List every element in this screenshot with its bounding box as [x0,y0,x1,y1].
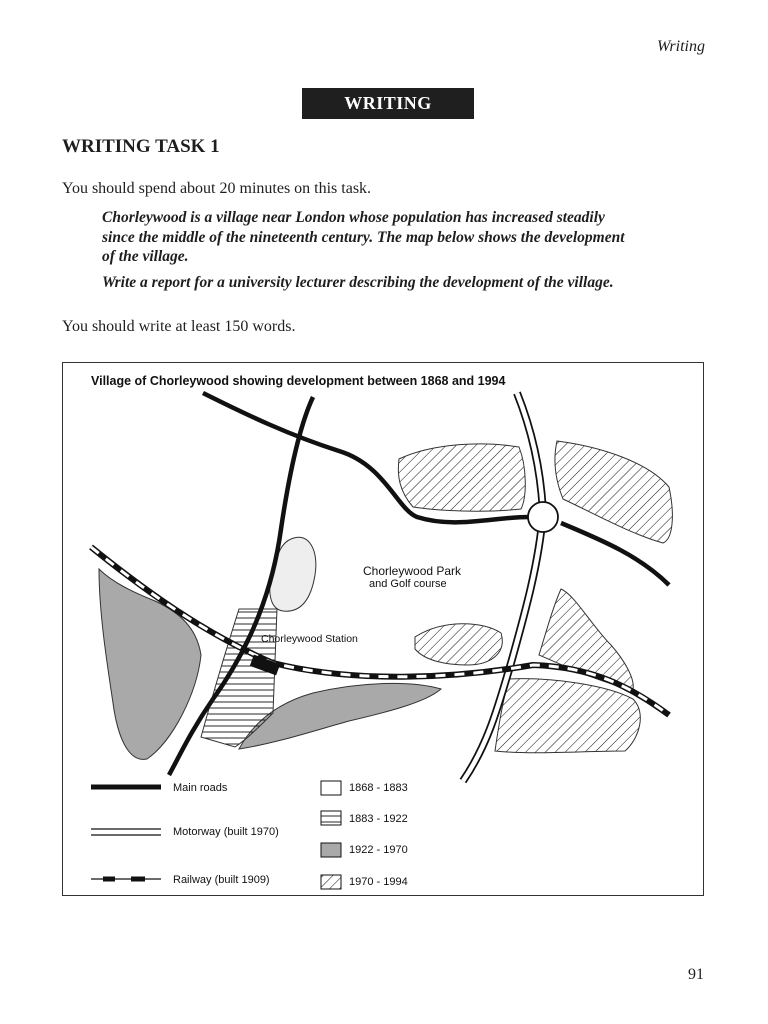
legend-period-3-swatch [321,843,341,857]
area-1970-1994-ne [398,444,525,511]
legend-period-4-label: 1970 - 1994 [349,876,408,888]
park-label-line-1: Chorleywood Park [363,564,462,578]
section-banner: WRITING [302,88,474,119]
village-map-figure [62,362,704,896]
station-label: Chorleywood Station [261,633,358,645]
time-instruction: You should spend about 20 minutes on this task. [62,180,372,197]
legend-period-3-label: 1922 - 1970 [349,844,408,856]
legend-main-roads-label: Main roads [173,782,228,794]
area-1922-1970-west [99,569,201,759]
legend-period-2-label: 1883 - 1922 [349,813,408,825]
legend-period-2-swatch [321,811,341,825]
area-1970-1994-se-lower [495,679,640,753]
park-label-line-2: and Golf course [369,578,447,590]
page-number: 91 [688,966,704,983]
legend-period-4-swatch [321,875,341,889]
legend-railway-label: Railway (built 1909) [173,874,270,886]
legend-motorway-label: Motorway (built 1970) [173,826,279,838]
prompt-paragraph-2: Write a report for a university lecturer describing the development of the village. [102,274,614,291]
word-count-instruction: You should write at least 150 words. [62,318,296,335]
area-1970-1994-central [415,624,502,665]
prompt-paragraph-1: Chorleywood is a village near London whose population has increased steadily since the middle of the nineteenth century. The map below shows the development of the village. [102,209,625,265]
legend-period-1-label: 1868 - 1883 [349,782,408,794]
roundabout [528,502,558,532]
running-head: Writing [656,38,705,55]
map-title: Village of Chorleywood showing development between 1868 and 1994 [91,374,506,388]
village-map [63,363,705,897]
task-heading: WRITING TASK 1 [62,136,220,157]
legend-period-1-swatch [321,781,341,795]
